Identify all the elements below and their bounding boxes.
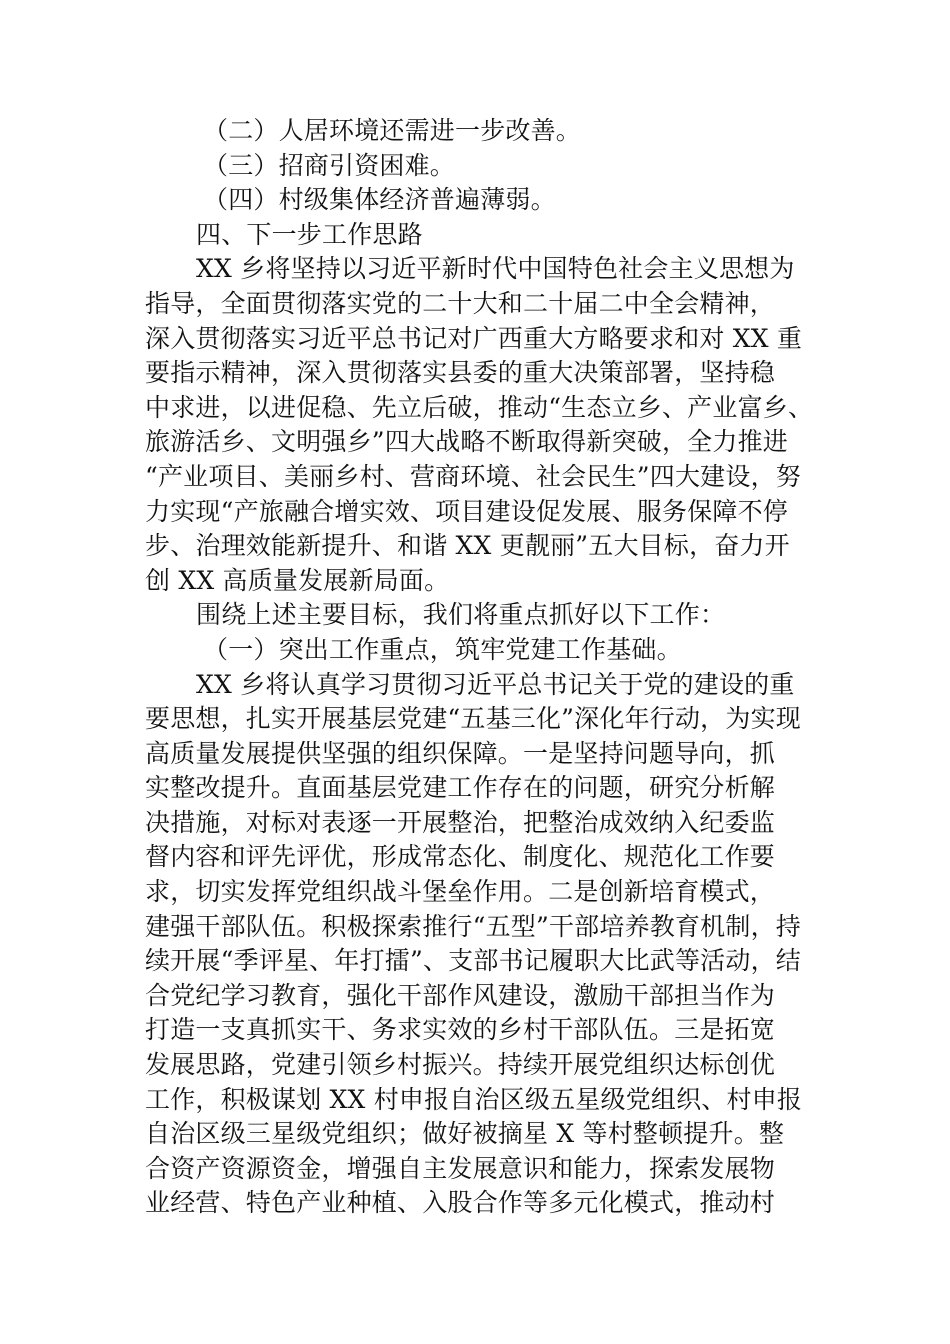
paragraph-line: 续开展“季评星、年打擂”、支部书记履职大比武等活动，结 (145, 946, 801, 976)
list-item-4: （四）村级集体经济普遍薄弱。 (203, 185, 556, 215)
paragraph-line: 高质量发展提供坚强的组织保障。一是坚持问题导向，抓 (145, 738, 776, 768)
paragraph-line: 要思想，扎实开展基层党建“五基三化”深化年行动，为实现 (145, 704, 801, 734)
paragraph-line: 打造一支真抓实干、务求实效的乡村干部队伍。三是拓宽 (145, 1015, 776, 1045)
paragraph-line: 中求进，以进促稳、先立后破，推动“生态立乡、产业富乡、 (145, 392, 814, 422)
paragraph-line: “产业项目、美丽乡村、营商环境、社会民生”四大建设，努 (145, 461, 801, 491)
paragraph-line: 建强干部队伍。积极探索推行“五型”干部培养教育机制，持 (145, 911, 801, 941)
paragraph-line: 工作，积极谋划 XX 村申报自治区级五星级党组织、村申报 (145, 1084, 803, 1114)
paragraph-line: XX 乡将认真学习贯彻习近平总书记关于党的建设的重 (196, 669, 795, 699)
subsection-heading-1: （一）突出工作重点，筑牢党建工作基础。 (203, 634, 682, 664)
paragraph-line: 发展思路，党建引领乡村振兴。持续开展党组织达标创优 (145, 1050, 776, 1080)
paragraph-line: 旅游活乡、文明强乡”四大战略不断取得新突破，全力推进 (145, 427, 788, 457)
paragraph-line: 合党纪学习教育，强化干部作风建设，激励干部担当作为 (145, 980, 776, 1010)
section-heading-4: 四、下一步工作思路 (196, 219, 423, 249)
paragraph-line: 合资产资源资金，增强自主发展意识和能力，探索发展物 (145, 1153, 776, 1183)
paragraph-line: 指导，全面贯彻落实党的二十大和二十届二中全会精神， (145, 288, 776, 318)
list-item-3: （三）招商引资困难。 (203, 150, 456, 180)
paragraph-line: 求，切实发挥党组织战斗堡垒作用。二是创新培育模式， (145, 877, 776, 907)
paragraph-line: XX 乡将坚持以习近平新时代中国特色社会主义思想为 (196, 254, 795, 284)
paragraph-line: 实整改提升。直面基层党建工作存在的问题，研究分析解 (145, 773, 776, 803)
paragraph-line: 要指示精神，深入贯彻落实县委的重大决策部署，坚持稳 (145, 358, 776, 388)
paragraph-line: 力实现“产旅融合增实效、项目建设促发展、服务保障不停 (145, 496, 788, 526)
list-item-2: （二）人居环境还需进一步改善。 (203, 116, 582, 145)
paragraph-line: 围绕上述主要目标，我们将重点抓好以下工作： (196, 600, 726, 630)
document-body (145, 114, 815, 1221)
paragraph-line: 督内容和评先评优，形成常态化、制度化、规范化工作要 (145, 842, 776, 872)
paragraph-line: 业经营、特色产业种植、入股合作等多元化模式，推动村 (145, 1188, 776, 1218)
paragraph-line: 深入贯彻落实习近平总书记对广西重大方略要求和对 XX 重 (145, 323, 803, 353)
paragraph-line: 决措施，对标对表逐一开展整治，把整治成效纳入纪委监 (145, 807, 776, 837)
paragraph-line: 自治区级三星级党组织；做好被摘星 X 等村整顿提升。整 (145, 1119, 785, 1149)
paragraph-line: 步、治理效能新提升、和谐 XX 更靓丽”五大目标，奋力开 (145, 531, 790, 561)
paragraph-line: 创 XX 高质量发展新局面。 (145, 565, 450, 595)
